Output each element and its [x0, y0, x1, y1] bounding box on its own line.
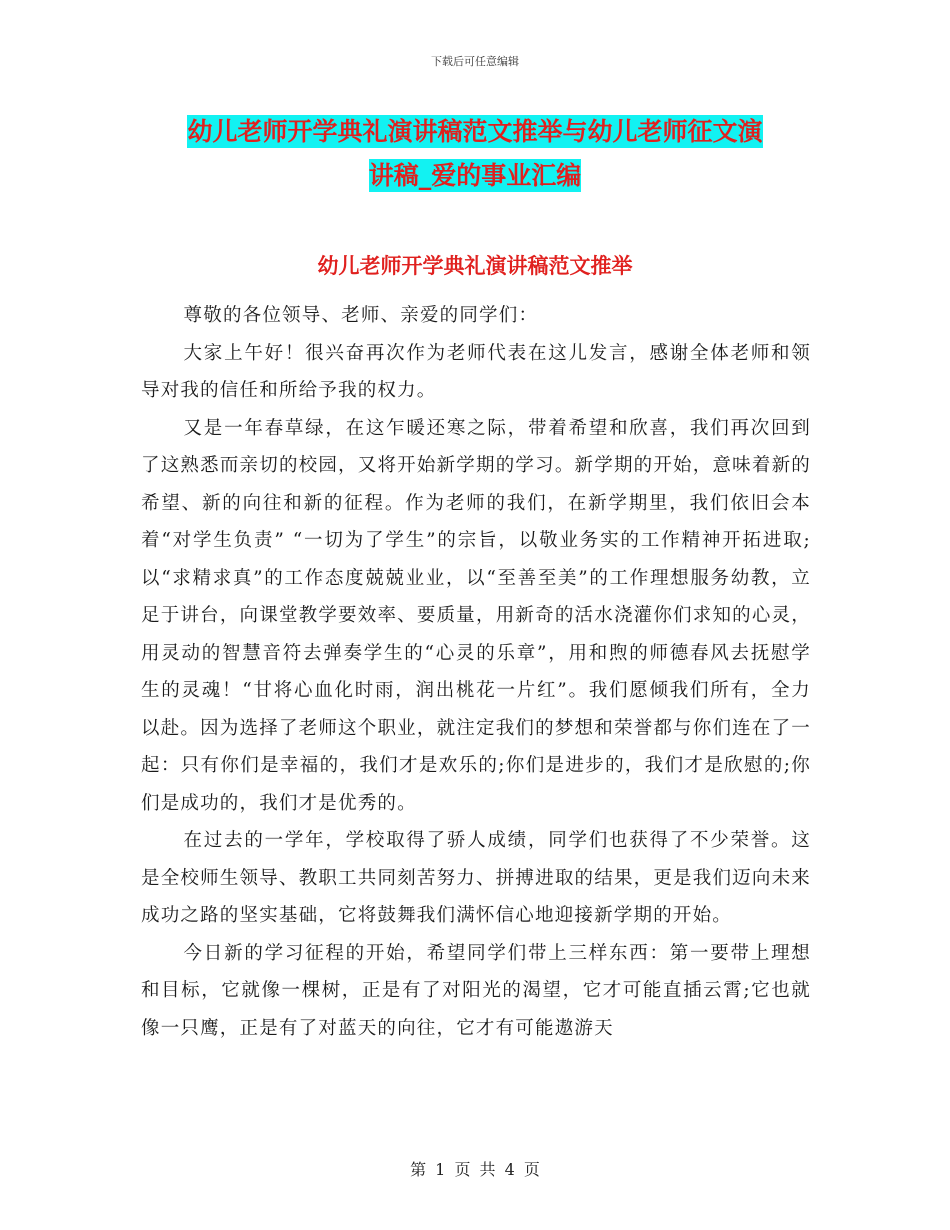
paragraph: 大家上午好！很兴奋再次作为老师代表在这儿发言，感谢全体老师和领导对我的信任和所给予我的权力。: [141, 342, 811, 401]
section-title: 幼儿老师开学典礼演讲稿范文推举: [317, 254, 633, 278]
paragraph-salutation: 尊敬的各位领导、老师、亲爱的同学们：: [183, 305, 539, 326]
document-title: [130, 110, 820, 198]
document-title-line-1: [130, 110, 820, 154]
document-title-line-2: [130, 154, 820, 198]
page-number-footer: 第 1 页 共 4 页: [410, 1160, 540, 1179]
body-text: [141, 297, 811, 1047]
page-header-note: 下载后可任意编辑: [431, 55, 519, 68]
title-highlight-2: 讲稿_爱的事业汇编: [368, 161, 582, 190]
paragraph: 在过去的一学年，学校取得了骄人成绩，同学们也获得了不少荣誉。这是全校师生领导、教职工共同刻苦努力、拼搏进取的结果，更是我们迈向未来成功之路的坚实基础，它将鼓舞我们满怀信心地迎接新学期的开始。: [141, 830, 811, 926]
paragraph: 又是一年春草绿，在这乍暖还寒之际，带着希望和欣喜，我们再次回到了这熟悉而亲切的校园，又将开始新学期的学习。新学期的开始，意味着新的希望、新的向往和新的征程。作为老师的我们，在新学期里，我们依旧会本着“对学生负责” “一切为了学生”的宗旨，以敬业务实的工作精神开拓进取;以“求精求真”的工作态度兢兢业业，以“至善至美”的工作理想服务幼教，立足于讲台，向课堂教学要效率、要质量，用新奇的活水浇灌你们求知的心灵，用灵动的智慧音符去弹奏学生的“心灵的乐章”，用和煦的师德春风去抚慰学生的灵魂！“甘将心血化时雨，润出桃花一片红”。我们愿倾我们所有，全力以赴。因为选择了老师这个职业，就注定我们的梦想和荣誉都与你们连在了一起：只有你们是幸福的，我们才是欢乐的;你们是进步的，我们才是欣慰的;你们是成功的，我们才是优秀的。: [141, 417, 811, 814]
paragraph: 今日新的学习征程的开始，希望同学们带上三样东西：第一要带上理想和目标，它就像一棵树，正是有了对阳光的渴望，它才可能直插云霄;它也就像一只鹰，正是有了对蓝天的向往，它才有可能遨游天: [141, 942, 811, 1039]
title-highlight-1: 幼儿老师开学典礼演讲稿范文推举与幼儿老师征文演: [187, 117, 763, 146]
